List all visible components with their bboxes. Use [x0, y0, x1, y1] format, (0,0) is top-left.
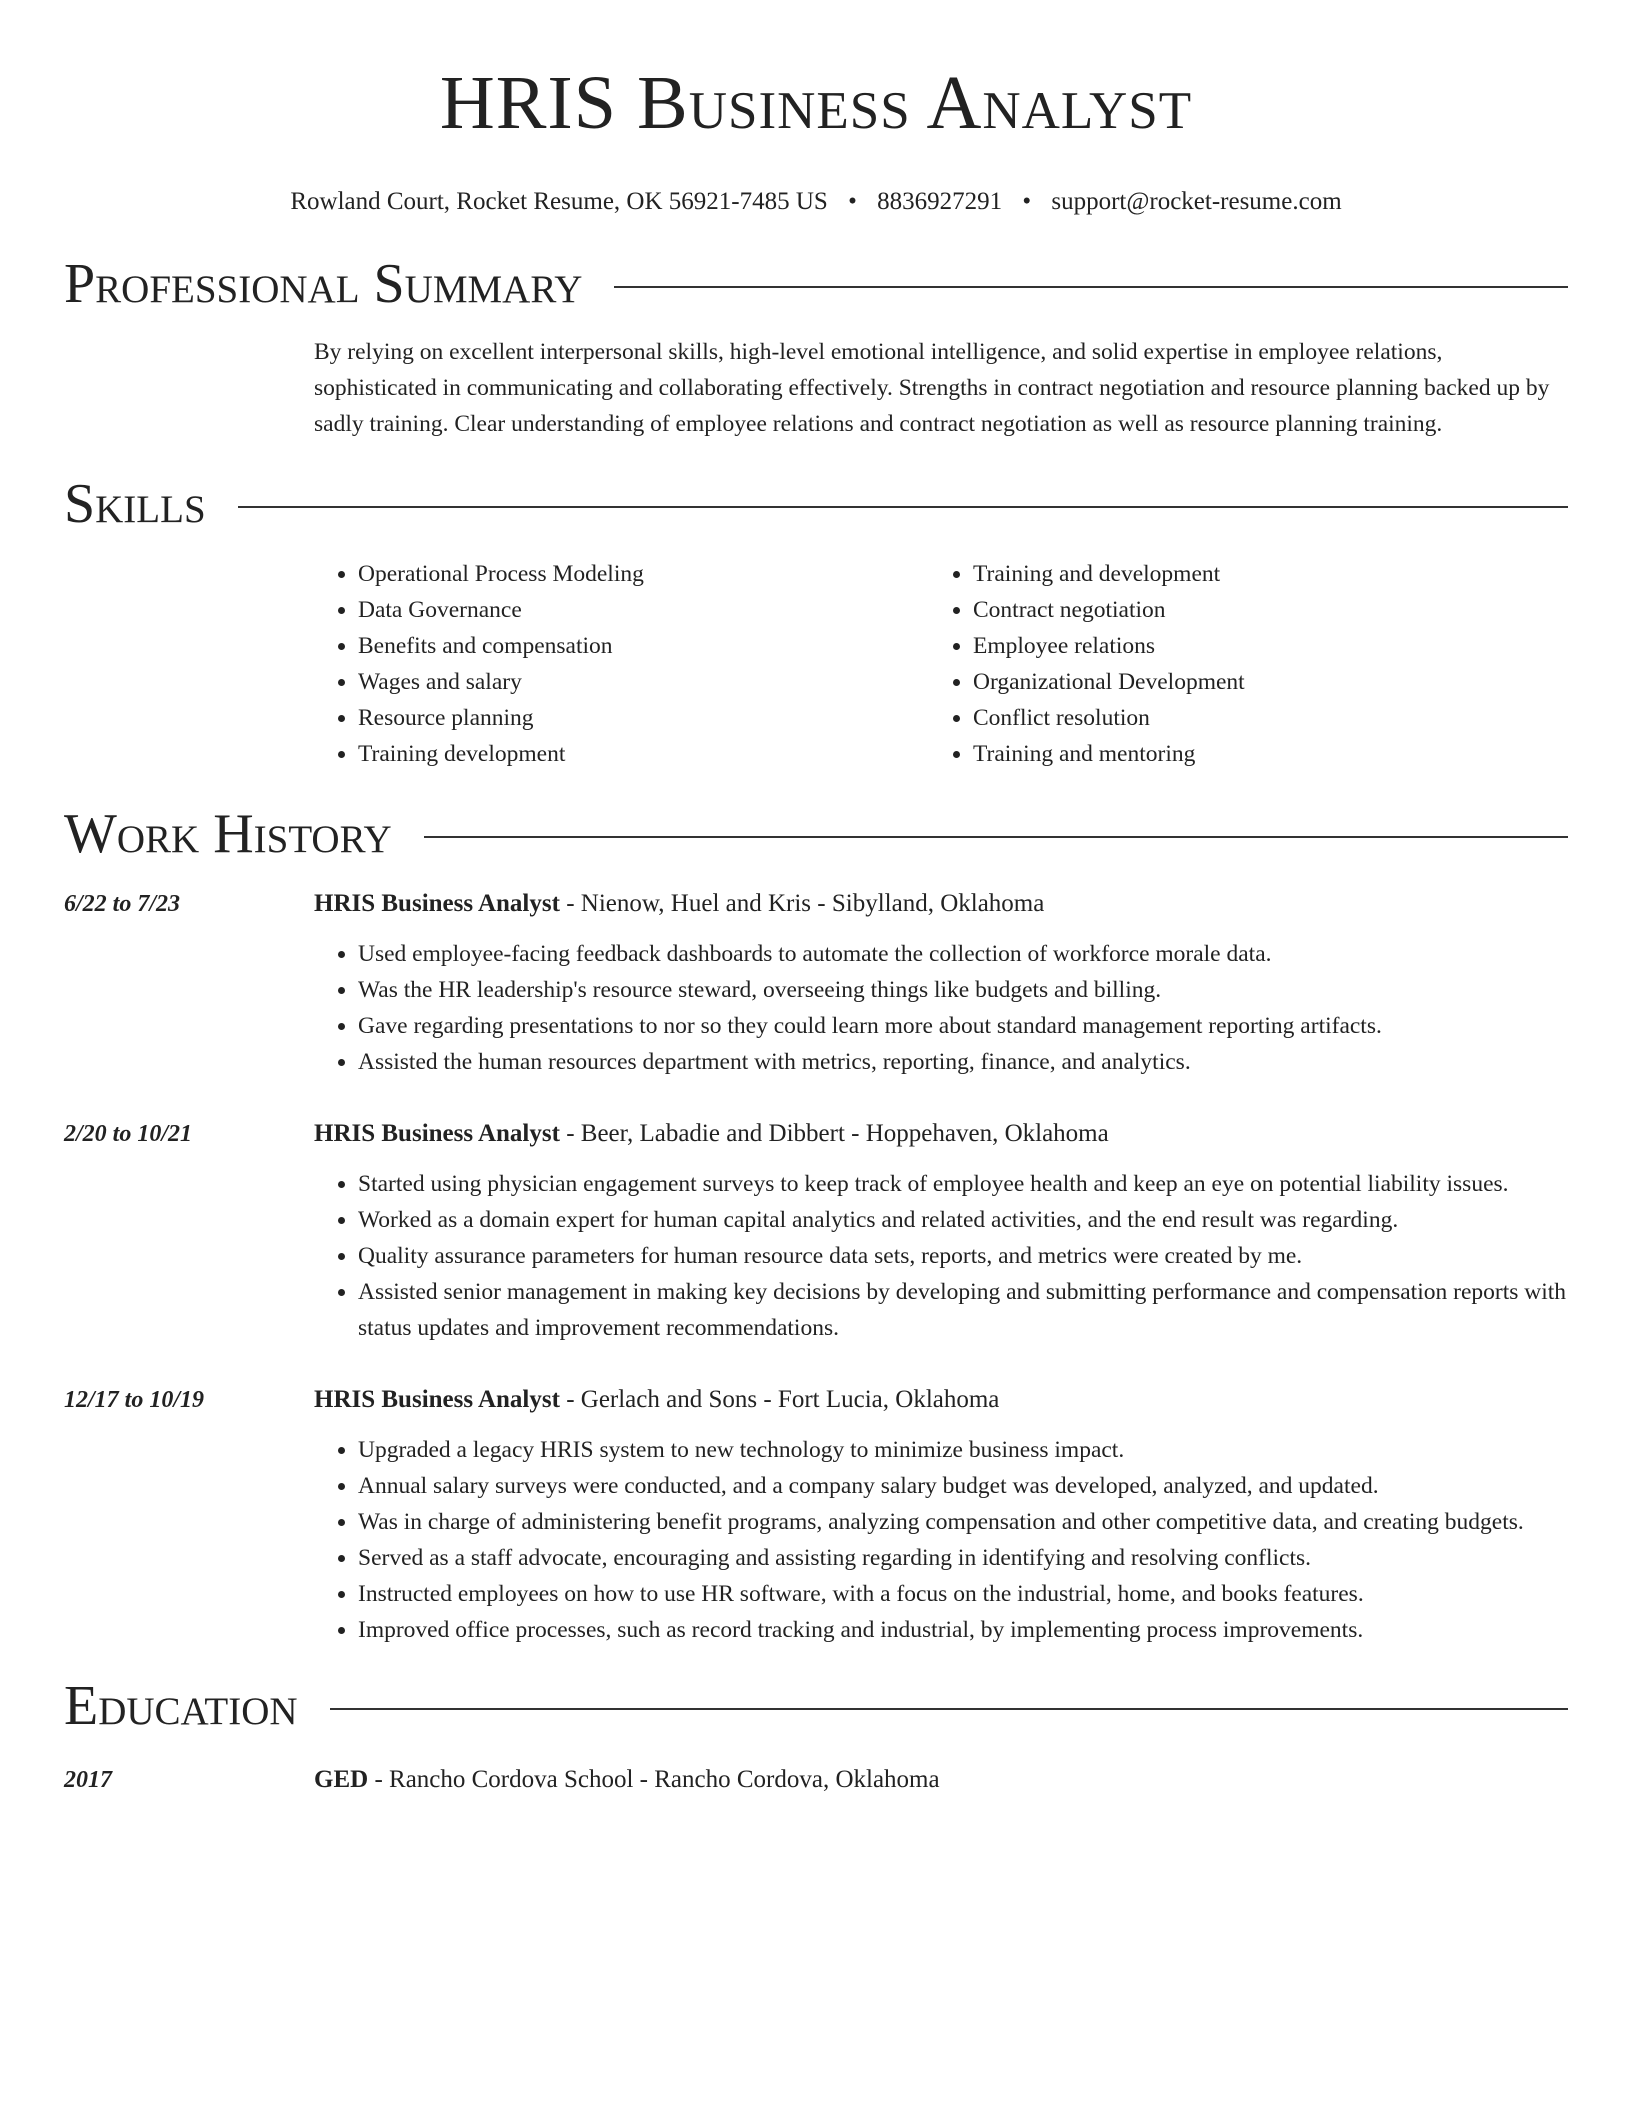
job-bullet: • Quality assurance parameters for human resource data sets, reports, and metrics were created by me. [358, 1238, 1568, 1274]
job-bullet: • Annual salary surveys were conducted, and a company salary budget was developed, analyzed, and updated. [358, 1468, 1568, 1504]
summary-section-header [64, 252, 1568, 316]
job-position: HRIS Business Analyst [314, 1386, 560, 1413]
skill-item: • Contract negotiation [973, 592, 1544, 628]
job-employer: - Gerlach and Sons - Fort Lucia, Oklahoma [559, 1386, 1000, 1413]
job-position: HRIS Business Analyst [314, 890, 560, 917]
education-school: - Rancho Cordova School - Rancho Cordova, Oklahoma [368, 1766, 940, 1793]
job-details [314, 1382, 1568, 1648]
skill-item: • Training development [358, 736, 929, 772]
job-bullet: • Upgraded a legacy HRIS system to new technology to minimize business impact. [358, 1432, 1568, 1468]
job-bullet: • Was in charge of administering benefit programs, analyzing compensation and other competitive data, and creating budgets. [358, 1504, 1568, 1540]
summary-text: By relying on excellent interpersonal skills, high-level emotional intelligence, and solid expertise in employee relations, sophisticated in communicating and collaborating effectively. Strengths in contract negotiation and resource planning backed up by sadly training. Clear understanding of employee relations and contract negotiation as well as resource planning training. [314, 339, 1550, 437]
education-degree: GED [314, 1766, 369, 1793]
work-section-header [64, 802, 1568, 866]
skills-section-header [64, 472, 1568, 536]
job-bullet: • Started using physician engagement surveys to keep track of employee health and keep an eye on potential liability issues. [358, 1166, 1568, 1202]
contact-line [64, 186, 1568, 218]
skill-item: • Training and development [973, 556, 1544, 592]
section-divider [614, 286, 1568, 288]
skill-item: • Operational Process Modeling [358, 556, 929, 592]
address: Rowland Court, Rocket Resume, OK 56921-7485 US [290, 188, 828, 215]
education-heading [314, 1762, 940, 1798]
job-heading [314, 1116, 1568, 1152]
job-bullets [314, 1432, 1568, 1648]
job-details [314, 886, 1568, 1080]
skill-item: • Wages and salary [358, 664, 929, 700]
section-divider [330, 1708, 1568, 1710]
skill-item: • Data Governance [358, 592, 929, 628]
education-year: 2017 [64, 1767, 112, 1793]
job-employer: - Beer, Labadie and Dibbert - Hoppehaven, Oklahoma [559, 1120, 1109, 1147]
candidate-name: HRIS Business Analyst [439, 61, 1193, 145]
education-entry [64, 1762, 1568, 1798]
skill-item: • Organizational Development [973, 664, 1544, 700]
skill-item: • Employee relations [973, 628, 1544, 664]
job-entry [64, 1382, 1568, 1648]
phone: 8836927291 [877, 188, 1003, 215]
job-bullet: • Was the HR leadership's resource steward, overseeing things like budgets and billing. [358, 972, 1568, 1008]
job-position: HRIS Business Analyst [314, 1120, 560, 1147]
skill-item: • Resource planning [358, 700, 929, 736]
email: support@rocket-resume.com [1051, 188, 1342, 215]
job-bullet: • Served as a staff advocate, encouraging and assisting regarding in identifying and resolving conflicts. [358, 1540, 1568, 1576]
skills-column-left [314, 556, 929, 772]
section-divider [424, 836, 1568, 838]
job-heading [314, 1382, 1568, 1418]
job-dates: 2/20 to 10/21 [64, 1121, 193, 1147]
education-title: Education [64, 1675, 298, 1737]
summary-title: Professional Summary [64, 253, 583, 315]
skills-list [314, 556, 1568, 772]
job-bullets [314, 1166, 1568, 1346]
job-employer: - Nienow, Huel and Kris - Sibylland, Oklahoma [559, 890, 1045, 917]
skill-item: • Conflict resolution [973, 700, 1544, 736]
skill-item: • Training and mentoring [973, 736, 1544, 772]
job-bullet: • Assisted senior management in making key decisions by developing and submitting performance and compensation reports with status updates and improvement recommendations. [358, 1274, 1568, 1346]
job-bullet: • Worked as a domain expert for human capital analytics and related activities, and the end result was regarding. [358, 1202, 1568, 1238]
work-title: Work History [64, 803, 392, 865]
separator-dot: • [848, 188, 857, 215]
skill-item: • Benefits and compensation [358, 628, 929, 664]
job-bullet: • Assisted the human resources department with metrics, reporting, finance, and analytics. [358, 1044, 1568, 1080]
education-section-header [64, 1674, 1568, 1738]
job-bullets [314, 936, 1568, 1080]
job-entry [64, 1116, 1568, 1346]
section-divider [238, 506, 1568, 508]
separator-dot: • [1022, 188, 1032, 215]
job-details [314, 1116, 1568, 1346]
job-dates: 6/22 to 7/23 [64, 891, 181, 917]
skills-title: Skills [64, 473, 206, 535]
job-bullet: • Gave regarding presentations to nor so they could learn more about standard management reporting artifacts. [358, 1008, 1568, 1044]
job-heading [314, 886, 1568, 922]
job-bullet: • Improved office processes, such as record tracking and industrial, by implementing process improvements. [358, 1612, 1568, 1648]
job-dates: 12/17 to 10/19 [64, 1387, 205, 1413]
job-bullet: • Used employee-facing feedback dashboards to automate the collection of workforce morale data. [358, 936, 1568, 972]
job-entry [64, 886, 1568, 1080]
job-bullet: • Instructed employees on how to use HR software, with a focus on the industrial, home, and books features. [358, 1576, 1568, 1612]
skills-column-right [929, 556, 1544, 772]
